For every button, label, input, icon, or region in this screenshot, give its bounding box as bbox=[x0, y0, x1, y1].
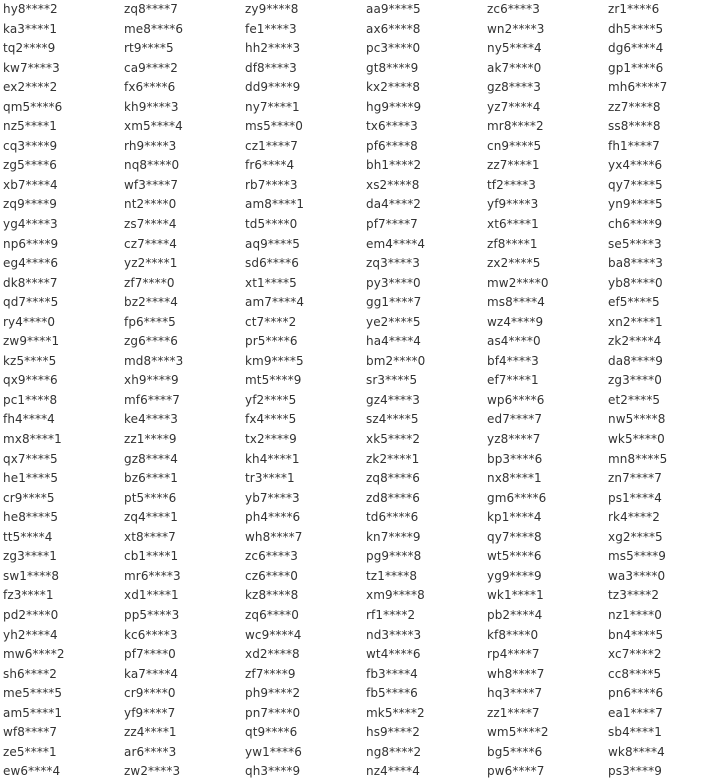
masked-entry: pn6****6 bbox=[608, 686, 664, 701]
masked-entry: pf7****0 bbox=[124, 647, 176, 662]
masked-entry: pb2****4 bbox=[487, 607, 543, 622]
masked-entry: gm6****6 bbox=[487, 490, 547, 505]
masked-entry: bf4****3 bbox=[487, 353, 539, 368]
masked-entry: sw1****8 bbox=[3, 568, 60, 583]
masked-entry: mt5****9 bbox=[245, 373, 302, 388]
masked-entry: zq8****7 bbox=[124, 2, 178, 16]
masked-entry: mw6****2 bbox=[3, 647, 65, 662]
masked-entry: zc6****3 bbox=[487, 2, 540, 16]
masked-entry: yh2****4 bbox=[3, 627, 58, 642]
masked-entry: hh2****3 bbox=[245, 41, 301, 56]
masked-entry: sd6****6 bbox=[245, 256, 299, 271]
masked-entry: qx9****6 bbox=[3, 373, 58, 388]
masked-entry: he1****5 bbox=[3, 471, 59, 486]
masked-entry: ny7****1 bbox=[245, 99, 300, 114]
masked-entry: ax6****8 bbox=[366, 21, 421, 36]
masked-entry: nx8****1 bbox=[487, 471, 542, 486]
masked-entry: ye2****5 bbox=[366, 314, 421, 329]
masked-entry: cz7****4 bbox=[124, 236, 177, 251]
masked-entry: fr6****4 bbox=[245, 158, 295, 173]
masked-entry: zq3****3 bbox=[366, 256, 420, 271]
masked-entry: ea1****7 bbox=[608, 705, 663, 720]
masked-entry: wk5****0 bbox=[608, 432, 665, 447]
masked-entry: ph4****6 bbox=[245, 510, 301, 525]
entry-grid bbox=[3, 0, 720, 782]
masked-entry: xs2****8 bbox=[366, 177, 420, 192]
masked-entry: ps1****4 bbox=[608, 490, 662, 505]
masked-entry: sh6****2 bbox=[3, 666, 57, 681]
masked-entry: ms5****9 bbox=[608, 549, 667, 564]
masked-entry: ms8****4 bbox=[487, 295, 546, 310]
masked-entry: yz2****1 bbox=[124, 256, 178, 271]
masked-entry: ka3****1 bbox=[3, 21, 58, 36]
masked-entry: pt5****6 bbox=[124, 490, 177, 505]
masked-entry: ex2****2 bbox=[3, 80, 58, 95]
masked-entry: py3****0 bbox=[366, 275, 421, 290]
masked-entry: zz4****1 bbox=[124, 725, 177, 740]
masked-entry: yf9****7 bbox=[124, 705, 176, 720]
masked-entry: wt5****6 bbox=[487, 549, 542, 564]
masked-entry: nt2****0 bbox=[124, 197, 177, 212]
masked-entry: dh5****5 bbox=[608, 21, 664, 36]
masked-entry: sz4****5 bbox=[366, 412, 419, 427]
masked-entry: ba8****3 bbox=[608, 256, 664, 271]
masked-entry: cn9****5 bbox=[487, 138, 542, 153]
masked-entry: km9****5 bbox=[245, 353, 304, 368]
masked-entry: zg3****0 bbox=[608, 373, 662, 388]
masked-entry: pc1****8 bbox=[3, 392, 58, 407]
masked-entry: wh8****7 bbox=[487, 666, 545, 681]
masked-entry: fp6****5 bbox=[124, 314, 176, 329]
masked-entry: qh3****9 bbox=[245, 764, 301, 779]
masked-entry: yz7****4 bbox=[487, 99, 541, 114]
masked-entry: bm2****0 bbox=[366, 353, 426, 368]
masked-entry: df8****3 bbox=[245, 60, 297, 75]
masked-entry: kh4****1 bbox=[245, 451, 300, 466]
masked-entry: kh9****3 bbox=[124, 99, 179, 114]
masked-entry: fz3****1 bbox=[3, 588, 54, 603]
masked-entry: dg6****4 bbox=[608, 41, 664, 56]
masked-entry: fe1****3 bbox=[245, 21, 297, 36]
masked-entry: pg9****8 bbox=[366, 549, 422, 564]
masked-entry: mr6****3 bbox=[124, 568, 181, 583]
masked-entry: gz4****3 bbox=[366, 392, 420, 407]
masked-entry: yn9****5 bbox=[608, 197, 663, 212]
masked-entry: zz1****9 bbox=[124, 432, 177, 447]
masked-entry: qy7****8 bbox=[487, 529, 542, 544]
masked-entry: np6****9 bbox=[3, 236, 59, 251]
masked-entry: cr9****0 bbox=[124, 686, 176, 701]
masked-entry: fb5****6 bbox=[366, 686, 418, 701]
masked-entry: wp6****6 bbox=[487, 392, 545, 407]
masked-entry: sr3****5 bbox=[366, 373, 418, 388]
masked-entry: ch6****9 bbox=[608, 217, 663, 232]
masked-entry: kf8****0 bbox=[487, 627, 539, 642]
masked-entry: kz8****8 bbox=[245, 588, 299, 603]
masked-entry: yb8****0 bbox=[608, 275, 663, 290]
masked-entry: hy8****2 bbox=[3, 2, 58, 16]
masked-entry: mx8****1 bbox=[3, 432, 62, 447]
masked-entry: xm9****8 bbox=[366, 588, 425, 603]
masked-entry: dd9****9 bbox=[245, 80, 301, 95]
masked-entry: he8****5 bbox=[3, 510, 59, 525]
masked-entry: hs9****2 bbox=[366, 725, 420, 740]
masked-entry: tx6****3 bbox=[366, 119, 418, 134]
masked-entry: sb4****1 bbox=[608, 725, 662, 740]
masked-entry: tt5****4 bbox=[3, 529, 53, 544]
masked-entry: wm5****2 bbox=[487, 725, 549, 740]
masked-entry: zq6****0 bbox=[245, 607, 299, 622]
masked-entry: wk1****1 bbox=[487, 588, 544, 603]
masked-entry: zs7****4 bbox=[124, 217, 177, 232]
masked-entry: aq9****5 bbox=[245, 236, 301, 251]
masked-entry: yx4****6 bbox=[608, 158, 663, 173]
masked-entry: kc6****3 bbox=[124, 627, 178, 642]
masked-entry: qx7****5 bbox=[3, 451, 58, 466]
masked-entry: ak7****0 bbox=[487, 60, 542, 75]
masked-entry: ha4****4 bbox=[366, 334, 422, 349]
masked-entry: bg5****6 bbox=[487, 744, 543, 759]
masked-entry: nz5****1 bbox=[3, 119, 57, 134]
masked-entry: bh1****2 bbox=[366, 158, 422, 173]
masked-entry: xt6****1 bbox=[487, 217, 539, 232]
masked-entry: xb7****4 bbox=[3, 177, 58, 192]
masked-entry: ze5****1 bbox=[3, 744, 57, 759]
masked-entry: zz1****7 bbox=[487, 705, 540, 720]
masked-entry: cr9****5 bbox=[3, 490, 55, 505]
masked-entry: zc6****3 bbox=[245, 549, 298, 564]
masked-entry: zf8****1 bbox=[487, 236, 538, 251]
masked-entry: zw9****1 bbox=[3, 334, 60, 349]
masked-entry: rp4****7 bbox=[487, 647, 540, 662]
masked-entry: bn4****5 bbox=[608, 627, 664, 642]
masked-entry: gz8****4 bbox=[124, 451, 178, 466]
masked-entry: tx2****9 bbox=[245, 432, 297, 447]
masked-entry: pf7****7 bbox=[366, 217, 418, 232]
masked-entry: hq3****7 bbox=[487, 686, 543, 701]
masked-entry: ss8****8 bbox=[608, 119, 661, 134]
masked-entry: yw1****6 bbox=[245, 744, 302, 759]
masked-entry: zq9****9 bbox=[3, 197, 57, 212]
masked-entry: zq4****1 bbox=[124, 510, 178, 525]
masked-entry: fh4****4 bbox=[3, 412, 55, 427]
masked-entry: zn7****7 bbox=[608, 471, 662, 486]
masked-entry: tz1****8 bbox=[366, 568, 418, 583]
masked-entry: wf3****7 bbox=[124, 177, 179, 192]
masked-entry: kw7****3 bbox=[3, 60, 60, 75]
masked-entry: tz3****2 bbox=[608, 588, 660, 603]
masked-entry: hg9****9 bbox=[366, 99, 422, 114]
masked-entry: yg4****3 bbox=[3, 217, 58, 232]
masked-entry: yz8****7 bbox=[487, 432, 541, 447]
masked-entry: pr5****6 bbox=[245, 334, 298, 349]
masked-entry: xc7****2 bbox=[608, 647, 662, 662]
masked-entry: ct7****2 bbox=[245, 314, 297, 329]
masked-entry: pw6****7 bbox=[487, 764, 545, 779]
masked-entry: zq8****6 bbox=[366, 471, 420, 486]
masked-entry: nw5****8 bbox=[608, 412, 666, 427]
masked-entry: pc3****0 bbox=[366, 41, 421, 56]
masked-entry: xm5****4 bbox=[124, 119, 183, 134]
masked-entry: tq2****9 bbox=[3, 41, 56, 56]
masked-entry: ph9****2 bbox=[245, 686, 301, 701]
masked-entry: ew6****4 bbox=[3, 764, 61, 779]
masked-entry: ef7****1 bbox=[487, 373, 539, 388]
masked-entry: dk8****7 bbox=[3, 275, 58, 290]
masked-entry: gz8****3 bbox=[487, 80, 541, 95]
masked-entry: wf8****7 bbox=[3, 725, 58, 740]
masked-entry: fb3****4 bbox=[366, 666, 418, 681]
masked-entry: rt9****5 bbox=[124, 41, 174, 56]
masked-entry: ef5****5 bbox=[608, 295, 660, 310]
masked-entry: yf9****3 bbox=[487, 197, 539, 212]
masked-entry: em4****4 bbox=[366, 236, 426, 251]
masked-entry: am5****1 bbox=[3, 705, 63, 720]
masked-entry: ms5****0 bbox=[245, 119, 304, 134]
masked-entry: mk5****2 bbox=[366, 705, 425, 720]
masked-entry: cz6****0 bbox=[245, 568, 298, 583]
masked-entry: ny5****4 bbox=[487, 41, 542, 56]
masked-entry: as4****0 bbox=[487, 334, 541, 349]
masked-entry: md8****3 bbox=[124, 353, 184, 368]
masked-entry: ry4****0 bbox=[3, 314, 56, 329]
masked-entry: ng8****2 bbox=[366, 744, 422, 759]
masked-entry: tr3****1 bbox=[245, 471, 295, 486]
masked-entry: wt4****6 bbox=[366, 647, 421, 662]
masked-entry: yg9****9 bbox=[487, 568, 542, 583]
masked-entry: gp1****6 bbox=[608, 60, 664, 75]
masked-entry: zk2****1 bbox=[366, 451, 420, 466]
masked-entry: am8****1 bbox=[245, 197, 305, 212]
masked-entry: xn2****1 bbox=[608, 314, 663, 329]
masked-entry: am7****4 bbox=[245, 295, 305, 310]
masked-entry: fh1****7 bbox=[608, 138, 660, 153]
masked-entry: fx4****5 bbox=[245, 412, 297, 427]
masked-entry: aa9****5 bbox=[366, 2, 421, 16]
masked-entry: et2****5 bbox=[608, 392, 661, 407]
masked-entry: mf6****7 bbox=[124, 392, 180, 407]
masked-entry: xk5****2 bbox=[366, 432, 421, 447]
masked-entry: ar6****3 bbox=[124, 744, 177, 759]
masked-entry: zf7****0 bbox=[124, 275, 175, 290]
masked-entry: nz4****4 bbox=[366, 764, 420, 779]
masked-entry: da8****9 bbox=[608, 353, 664, 368]
masked-entry: rf1****2 bbox=[366, 607, 416, 622]
masked-entry: xg2****5 bbox=[608, 529, 663, 544]
masked-entry: ps3****9 bbox=[608, 764, 662, 779]
masked-entry: wk8****4 bbox=[608, 744, 665, 759]
masked-entry: zz7****8 bbox=[608, 99, 661, 114]
masked-entry: zg5****6 bbox=[3, 158, 57, 173]
masked-entry: kn7****9 bbox=[366, 529, 421, 544]
masked-entry: wc9****4 bbox=[245, 627, 302, 642]
masked-entry: zg3****1 bbox=[3, 549, 57, 564]
masked-entry: ke4****3 bbox=[124, 412, 178, 427]
masked-entry: bz2****4 bbox=[124, 295, 178, 310]
masked-entry: pn7****0 bbox=[245, 705, 301, 720]
masked-entry: xh9****9 bbox=[124, 373, 179, 388]
masked-entry: ca9****2 bbox=[124, 60, 179, 75]
masked-entry: zr1****6 bbox=[608, 2, 660, 16]
masked-entry: kp1****4 bbox=[487, 510, 542, 525]
masked-entry: wh8****7 bbox=[245, 529, 303, 544]
masked-entry: zy9****8 bbox=[245, 2, 299, 16]
masked-entry: qt9****6 bbox=[245, 725, 298, 740]
masked-entry: mh6****7 bbox=[608, 80, 668, 95]
masked-entry: fx6****6 bbox=[124, 80, 176, 95]
masked-entry: rh9****3 bbox=[124, 138, 177, 153]
masked-entry: zz7****1 bbox=[487, 158, 540, 173]
masked-entry: gt8****9 bbox=[366, 60, 419, 75]
masked-entry: td5****0 bbox=[245, 217, 298, 232]
masked-entry: gg1****7 bbox=[366, 295, 422, 310]
masked-entry: yb7****3 bbox=[245, 490, 300, 505]
masked-entry: kx2****8 bbox=[366, 80, 421, 95]
masked-entry: cz1****7 bbox=[245, 138, 298, 153]
masked-entry: mr8****2 bbox=[487, 119, 544, 134]
masked-entry: wz4****9 bbox=[487, 314, 544, 329]
masked-entry: zf7****9 bbox=[245, 666, 296, 681]
masked-entry: qy7****5 bbox=[608, 177, 663, 192]
masked-entry: zk2****4 bbox=[608, 334, 662, 349]
masked-entry: nz1****0 bbox=[608, 607, 662, 622]
masked-entry: bz6****1 bbox=[124, 471, 178, 486]
masked-entry: bp3****6 bbox=[487, 451, 543, 466]
masked-entry: ka7****4 bbox=[124, 666, 179, 681]
masked-entry: me5****5 bbox=[3, 686, 63, 701]
masked-entry: zd8****6 bbox=[366, 490, 420, 505]
masked-entry: se5****3 bbox=[608, 236, 662, 251]
masked-entry: pf6****8 bbox=[366, 138, 418, 153]
masked-entry: qd7****5 bbox=[3, 295, 59, 310]
masked-entry: zx2****5 bbox=[487, 256, 541, 271]
masked-entry: cb1****1 bbox=[124, 549, 179, 564]
masked-entry: xd1****1 bbox=[124, 588, 179, 603]
masked-entry: xd2****8 bbox=[245, 647, 300, 662]
masked-entry: nd3****3 bbox=[366, 627, 422, 642]
masked-entry: cc8****5 bbox=[608, 666, 662, 681]
masked-entry: tf2****3 bbox=[487, 177, 536, 192]
masked-entry: nq8****0 bbox=[124, 158, 180, 173]
masked-entry: da4****2 bbox=[366, 197, 422, 212]
masked-entry: eg4****6 bbox=[3, 256, 59, 271]
masked-entry: kz5****5 bbox=[3, 353, 57, 368]
masked-entry: rk4****2 bbox=[608, 510, 660, 525]
masked-entry: pp5****3 bbox=[124, 607, 180, 622]
masked-entry: wn2****3 bbox=[487, 21, 545, 36]
masked-entry: mn8****5 bbox=[608, 451, 668, 466]
masked-entry: wa3****0 bbox=[608, 568, 666, 583]
masked-entry: pd2****0 bbox=[3, 607, 59, 622]
masked-entry: zg6****6 bbox=[124, 334, 178, 349]
masked-entry: xt1****5 bbox=[245, 275, 297, 290]
masked-entry: yf2****5 bbox=[245, 392, 297, 407]
masked-entry: me8****6 bbox=[124, 21, 184, 36]
masked-entry: cq3****9 bbox=[3, 138, 58, 153]
masked-entry: xt8****7 bbox=[124, 529, 176, 544]
masked-entry: zw2****3 bbox=[124, 764, 181, 779]
masked-entry: td6****6 bbox=[366, 510, 419, 525]
masked-entry: mw2****0 bbox=[487, 275, 549, 290]
masked-entry: rb7****3 bbox=[245, 177, 298, 192]
masked-entry: qm5****6 bbox=[3, 99, 63, 114]
masked-entry: ed7****7 bbox=[487, 412, 543, 427]
